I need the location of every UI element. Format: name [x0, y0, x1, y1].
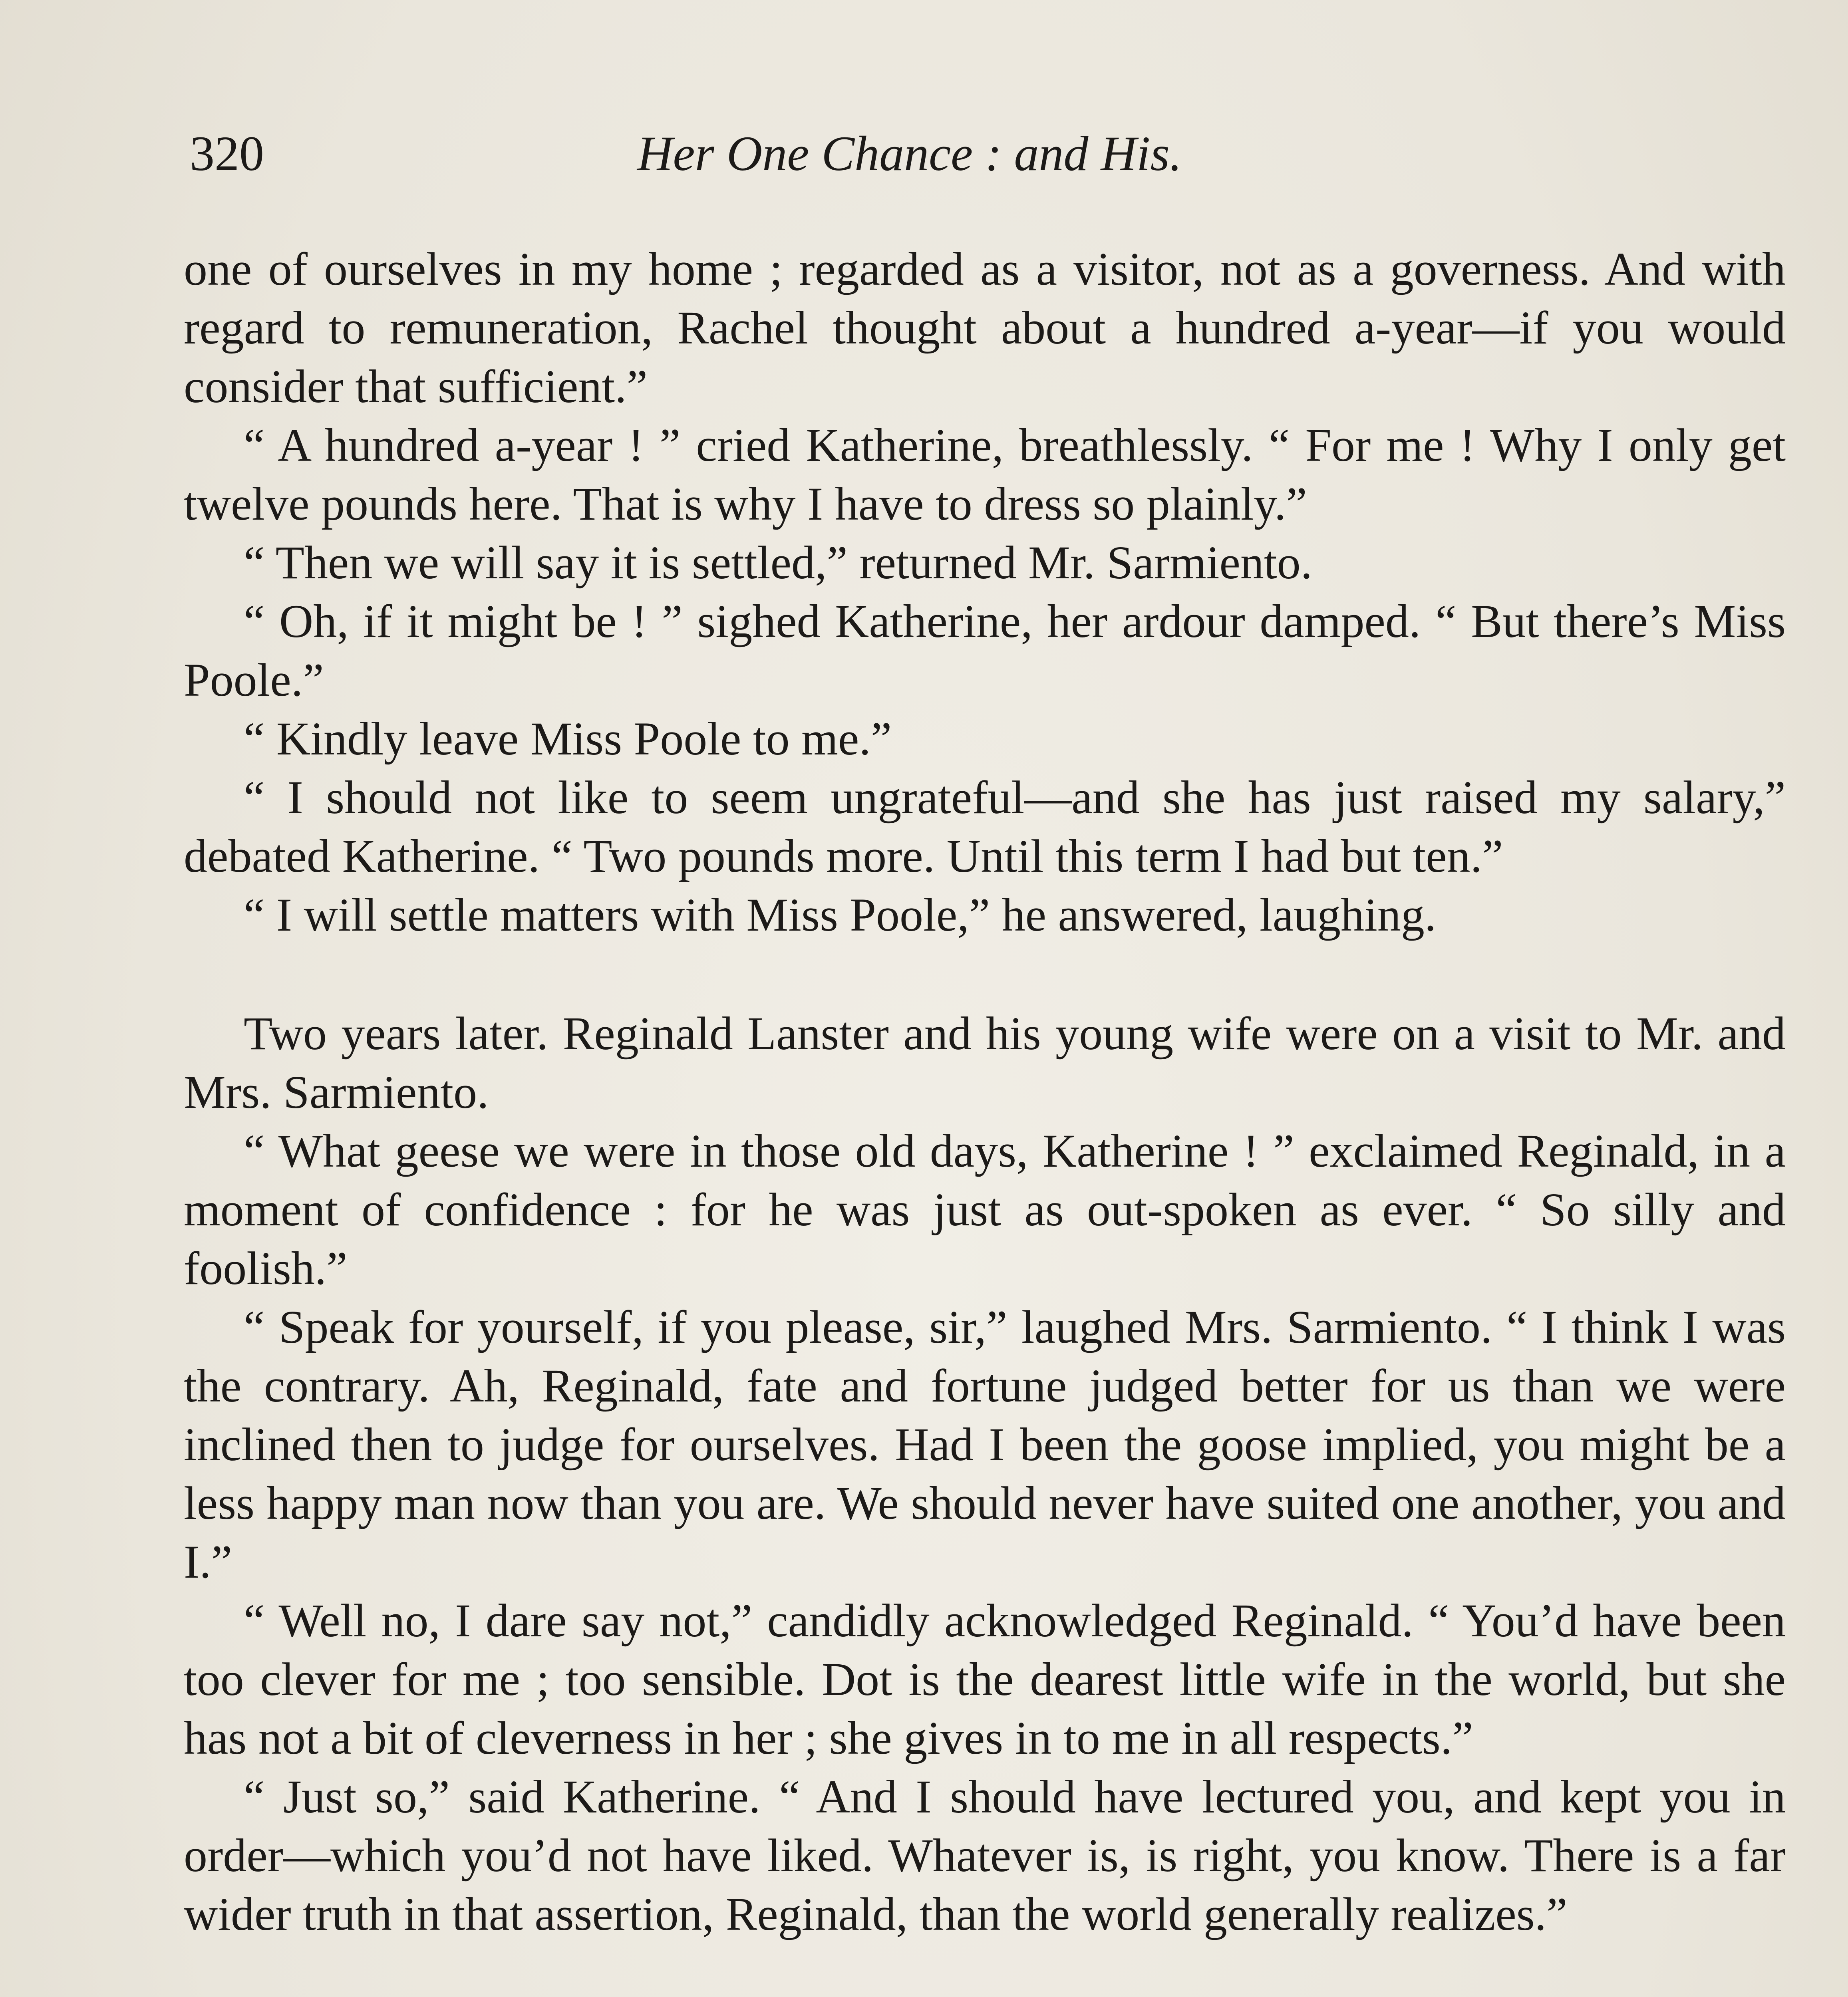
paragraph: “ What geese we were in those old days, Katherine ! ” exclaimed Reginald, in a moment of confidence : for he was just as out-spoken as ever. “ So silly and foolish.”: [184, 1125, 1786, 1294]
paragraph: “ I will settle matters with Miss Poole,” he answered, laughing.: [244, 889, 1437, 941]
paragraph: “ Kindly leave Miss Poole to me.”: [244, 713, 892, 765]
paragraph: Two years later. Reginald Lanster and his young wife were on a visit to Mr. and Mrs. Sarmiento.: [184, 1007, 1786, 1118]
page-header: [182, 124, 1784, 184]
paragraph: “ Well no, I dare say not,” candidly acknowledged Reginald. “ You’d have been too clever for me ; too sensible. Dot is the dearest little wife in the world, but she has not a bit of cleverness in her ; she gives in to me in all respects.”: [184, 1594, 1786, 1764]
page-number: 320: [190, 126, 264, 181]
paragraph: “ Just so,” said Katherine. “ And I should have lectured you, and kept you in order—which you’d not have liked. Whatever is, is right, you know. There is a far wider truth in that assertion, Reginald, than the world generally realizes.”: [184, 1771, 1786, 1940]
paragraph: “ I should not like to seem ungrateful—and she has just raised my salary,” debated Katherine. “ Two pounds more. Until this term I had but ten.”: [184, 771, 1786, 882]
paragraph: one of ourselves in my home ; regarded as a visitor, not as a governess. And with regard to remuneration, Rachel thought about a hundred a-year—if you would consider that sufficient.”: [184, 243, 1786, 413]
paragraph: “ Speak for yourself, if you please, sir,” laughed Mrs. Sarmiento. “ I think I was the contrary. Ah, Reginald, fate and fortune judged better for us than we were inclined then to judge for ourselves. Had I been the goose implied, you might be a less happy man now than you are. We should never have suited one another, you and I.”: [184, 1301, 1786, 1588]
paragraph: “ Oh, if it might be ! ” sighed Katherine, her ardour damped. “ But there’s Miss Poole.”: [184, 595, 1786, 706]
body-text: [184, 240, 1786, 1997]
paragraph: “ Then we will say it is settled,” returned Mr. Sarmiento.: [244, 536, 1313, 589]
paragraph: “ A hundred a-year ! ” cried Katherine, breathlessly. “ For me ! Why I only get twelve pounds here. That is why I have to dress so plainly.”: [184, 419, 1786, 530]
running-title: Her One Chance : and His.: [637, 126, 1182, 181]
